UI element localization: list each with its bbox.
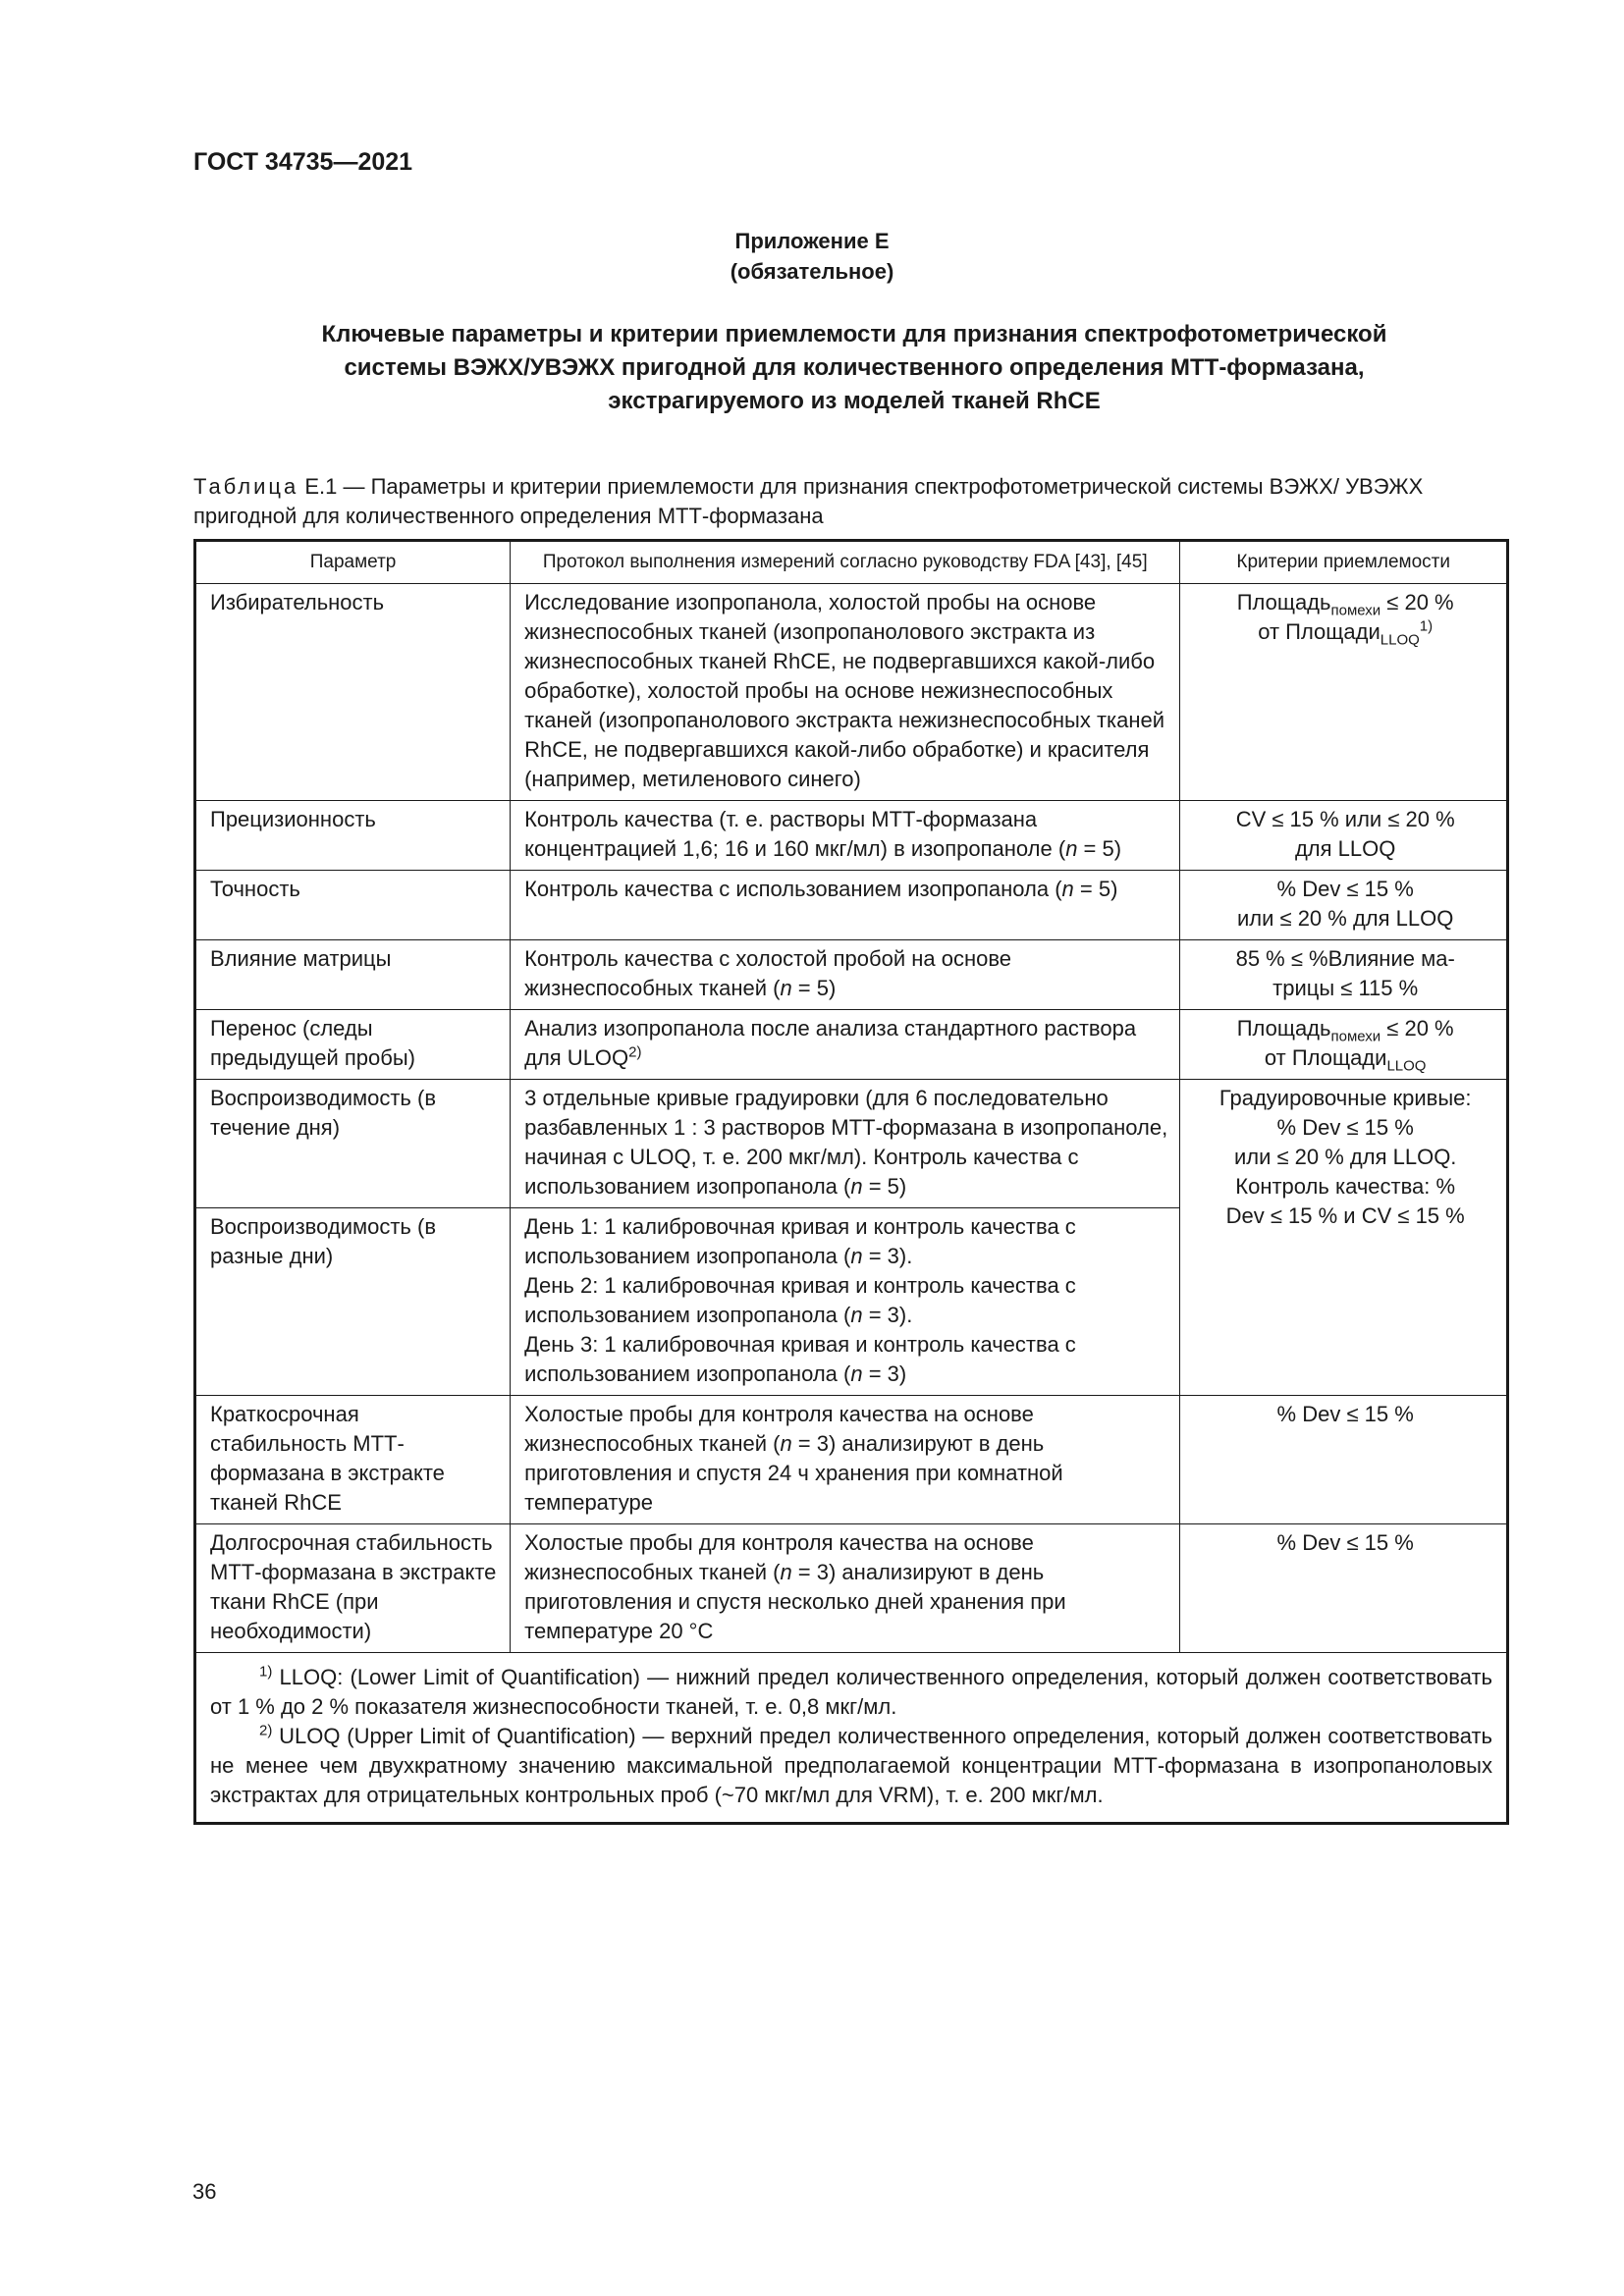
criteria-line: Dev ≤ 15 % и CV ≤ 15 % bbox=[1225, 1203, 1465, 1228]
protocol-text: Контроль качества с использованием изопропанола ( bbox=[524, 877, 1062, 901]
protocol-cell bbox=[511, 940, 1180, 1010]
title-line: системы ВЭЖХ/УВЭЖХ пригодной для количественного определения МТТ-формазана, bbox=[344, 354, 1365, 381]
table-row bbox=[195, 801, 1508, 871]
protocol-day-line bbox=[524, 1271, 1169, 1330]
criteria-line bbox=[1194, 588, 1496, 617]
page-number: 36 bbox=[192, 2179, 217, 2204]
appendix-heading bbox=[0, 226, 1624, 287]
criteria-line: % Dev ≤ 15 % bbox=[1276, 1115, 1414, 1140]
criteria-subscript: помехи bbox=[1330, 1028, 1381, 1045]
protocol-n: n bbox=[780, 1560, 792, 1584]
protocol-cell bbox=[511, 1524, 1180, 1653]
title-line: Ключевые параметры и критерии приемлемости для признания спектрофотометрической bbox=[321, 321, 1387, 347]
footnotes-row bbox=[195, 1653, 1508, 1824]
protocol-text: = 3). bbox=[862, 1303, 913, 1327]
protocol-text: Анализ изопропанола после анализа стандартного раствора для ULOQ bbox=[524, 1016, 1137, 1070]
protocol-day-line bbox=[524, 1330, 1169, 1389]
footnote-ref: 1) bbox=[1419, 617, 1434, 635]
protocol-day-line bbox=[524, 1212, 1169, 1271]
criteria-subscript: LLOQ bbox=[1386, 1057, 1427, 1075]
footnote-mark: 1) bbox=[259, 1663, 273, 1681]
criteria-line bbox=[1194, 617, 1496, 647]
protocol-text: = 5) bbox=[1077, 836, 1122, 861]
criteria-line: % Dev ≤ 15 % bbox=[1276, 877, 1414, 901]
footnote bbox=[210, 1722, 1492, 1810]
table-header-row bbox=[195, 541, 1508, 584]
protocol-cell bbox=[511, 801, 1180, 871]
protocol-text: День 2: 1 калибровочная кривая и контроль качества с использованием изопропанола ( bbox=[524, 1273, 1076, 1327]
criteria-table bbox=[193, 539, 1509, 1825]
protocol-cell bbox=[511, 1396, 1180, 1524]
footnote-mark: 2) bbox=[259, 1722, 273, 1739]
table-row bbox=[195, 1524, 1508, 1653]
protocol-text: = 3) анализируют в день приготовления и спустя несколько дней хранения при температуре 20 °С bbox=[524, 1560, 1066, 1643]
param-cell: Избирательность bbox=[195, 584, 511, 801]
header-param: Параметр bbox=[195, 541, 511, 584]
footnote-ref: 2) bbox=[628, 1043, 642, 1061]
protocol-text: Холостые пробы для контроля качества на основе жизнеспособных тканей ( bbox=[524, 1530, 1034, 1584]
appendix-label: Приложение Е bbox=[734, 229, 890, 253]
title-line: экстрагируемого из моделей тканей RhCE bbox=[608, 388, 1101, 414]
protocol-cell: Исследование изопропанола, холостой пробы на основе жизнеспособных тканей (изопропанолового экстракта из жизнеспособных тканей RhCE, не подвергавшихся какой-либо обработке), холостой пробы на основе нежизнеспособных тканей (изопропанолового экстракта нежизнеспособных тканей RhCE, не подвергавшихся какой-либо обработке) и красителя (например, метиленового синего) bbox=[511, 584, 1180, 801]
protocol-text: = 3). bbox=[862, 1244, 913, 1268]
protocol-cell bbox=[511, 1208, 1180, 1396]
param-cell: Точность bbox=[195, 871, 511, 940]
protocol-text: День 1: 1 калибровочная кривая и контроль качества с использованием изопропанола ( bbox=[524, 1214, 1076, 1268]
criteria-line: 85 % ≤ %Влияние ма- bbox=[1235, 946, 1455, 971]
criteria-text: Площадь bbox=[1236, 590, 1331, 614]
footnote bbox=[210, 1663, 1492, 1722]
protocol-n: n bbox=[850, 1303, 863, 1327]
table-row bbox=[195, 1396, 1508, 1524]
criteria-cell bbox=[1180, 1010, 1508, 1080]
protocol-n: n bbox=[1061, 877, 1074, 901]
caption-prefix: Таблица bbox=[193, 474, 299, 499]
criteria-cell: % Dev ≤ 15 % bbox=[1180, 1396, 1508, 1524]
criteria-text: ≤ 20 % bbox=[1380, 1016, 1454, 1041]
protocol-n: n bbox=[780, 1431, 792, 1456]
table-row bbox=[195, 584, 1508, 801]
param-cell: Влияние матрицы bbox=[195, 940, 511, 1010]
caption-text: Е.1 — Параметры и критерии приемлемости для признания спектрофотометрической системы ВЭЖХ/ УВЭЖХ пригодной для количественного определения МТТ-формазана bbox=[193, 474, 1424, 528]
protocol-text: = 5) bbox=[1073, 877, 1118, 901]
criteria-line bbox=[1194, 1014, 1496, 1043]
protocol-text: Контроль качества (т. е. растворы МТТ-формазана концентрацией 1,6; 16 и 160 мкг/мл) в изопропаноле ( bbox=[524, 807, 1066, 861]
protocol-text: = 5) bbox=[791, 976, 837, 1000]
criteria-cell: % Dev ≤ 15 % bbox=[1180, 1524, 1508, 1653]
param-cell: Воспроизводимость (в разные дни) bbox=[195, 1208, 511, 1396]
criteria-cell bbox=[1180, 801, 1508, 871]
protocol-text: = 3) анализируют в день приготовления и спустя 24 ч хранения при комнатной температуре bbox=[524, 1431, 1063, 1515]
criteria-line: или ≤ 20 % для LLOQ. bbox=[1233, 1145, 1457, 1169]
protocol-text: День 3: 1 калибровочная кривая и контроль качества с использованием изопропанола ( bbox=[524, 1332, 1076, 1386]
table-row bbox=[195, 940, 1508, 1010]
criteria-text: Площадь bbox=[1236, 1016, 1331, 1041]
protocol-text: Контроль качества с холостой пробой на основе жизнеспособных тканей ( bbox=[524, 946, 1012, 1000]
header-criteria: Критерии приемлемости bbox=[1180, 541, 1508, 584]
criteria-line: или ≤ 20 % для LLOQ bbox=[1236, 906, 1454, 931]
table-row bbox=[195, 1010, 1508, 1080]
param-cell: Перенос (следы предыдущей пробы) bbox=[195, 1010, 511, 1080]
appendix-title bbox=[196, 318, 1512, 418]
criteria-text: от Площади bbox=[1258, 619, 1380, 644]
protocol-text: 3 отдельные кривые градуировки (для 6 последовательно разбавленных 1 : 3 растворов МТТ-формазана в изопропаноле, начиная с ULOQ, т. е. 200 мкг/мл). Контроль качества с использованием изопропанола ( bbox=[524, 1086, 1168, 1199]
document-code: ГОСТ 34735—2021 bbox=[193, 148, 413, 176]
protocol-text: = 5) bbox=[862, 1174, 907, 1199]
criteria-text: ≤ 20 % bbox=[1380, 590, 1454, 614]
criteria-cell bbox=[1180, 940, 1508, 1010]
protocol-text: Холостые пробы для контроля качества на основе жизнеспособных тканей ( bbox=[524, 1402, 1034, 1456]
protocol-cell bbox=[511, 871, 1180, 940]
protocol-n: n bbox=[1065, 836, 1078, 861]
param-cell: Долгосрочная стабильность МТТ-формазана в экстракте ткани RhCE (при необходимости) bbox=[195, 1524, 511, 1653]
footnotes-cell bbox=[195, 1653, 1508, 1824]
footnote-text: LLOQ: (Lower Limit of Quantification) — нижний предел количественного определения, который должен соответствовать от 1 % до 2 % показателя жизнеспособности тканей, т. е. 0,8 мкг/мл. bbox=[210, 1665, 1492, 1719]
protocol-n: n bbox=[780, 976, 792, 1000]
param-cell: Краткосрочная стабильность МТТ-формазана в экстракте тканей RhCE bbox=[195, 1396, 511, 1524]
table-row bbox=[195, 871, 1508, 940]
table-row bbox=[195, 1080, 1508, 1208]
footnote-text: ULOQ (Upper Limit of Quantification) — верхний предел количественного определения, который должен соответствовать не менее чем двухкратному значению максимальной предполагаемой концентрации МТТ-формазана в изопропаноловых экстрактах для отрицательных контрольных проб (~70 мкг/мл для VRM), т. е. 200 мкг/мл. bbox=[210, 1724, 1492, 1807]
protocol-cell bbox=[511, 1010, 1180, 1080]
criteria-cell bbox=[1180, 584, 1508, 801]
protocol-n: n bbox=[850, 1174, 863, 1199]
criteria-text: от Площади bbox=[1264, 1045, 1387, 1070]
criteria-line: трицы ≤ 115 % bbox=[1272, 976, 1419, 1000]
protocol-text: = 3) bbox=[862, 1362, 907, 1386]
criteria-subscript: LLOQ bbox=[1380, 631, 1420, 649]
criteria-cell bbox=[1180, 871, 1508, 940]
criteria-subscript: помехи bbox=[1330, 602, 1381, 619]
appendix-status: (обязательное) bbox=[730, 259, 894, 284]
criteria-line: для LLOQ bbox=[1294, 836, 1396, 861]
protocol-n: n bbox=[850, 1362, 863, 1386]
criteria-cell bbox=[1180, 1080, 1508, 1396]
criteria-line bbox=[1194, 1043, 1496, 1073]
criteria-line: Градуировочные кривые: bbox=[1218, 1086, 1472, 1110]
criteria-line: Контроль качества: % bbox=[1235, 1174, 1456, 1199]
criteria-line: CV ≤ 15 % или ≤ 20 % bbox=[1235, 807, 1455, 831]
param-cell: Прецизионность bbox=[195, 801, 511, 871]
header-protocol: Протокол выполнения измерений согласно руководству FDA [43], [45] bbox=[511, 541, 1180, 584]
param-cell: Воспроизводимость (в течение дня) bbox=[195, 1080, 511, 1208]
table-caption bbox=[193, 472, 1509, 531]
protocol-cell bbox=[511, 1080, 1180, 1208]
protocol-n: n bbox=[850, 1244, 863, 1268]
